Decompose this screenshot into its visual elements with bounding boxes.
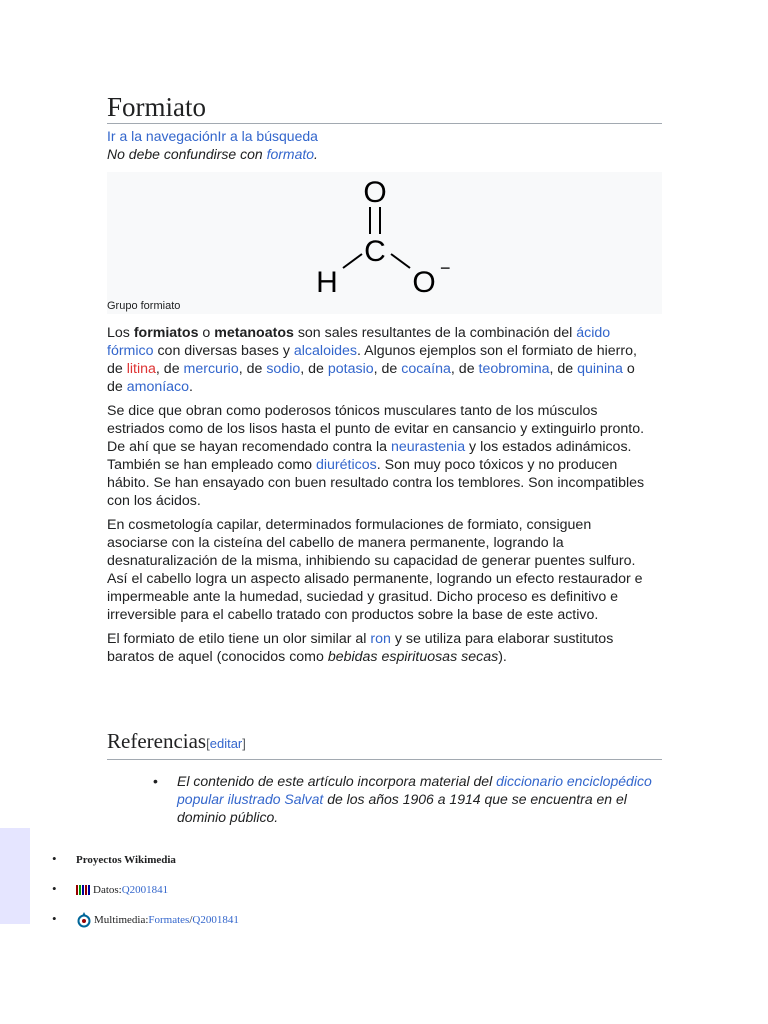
text: o de [107, 361, 635, 395]
paragraph-1 [107, 324, 652, 396]
text: son sales resultantes de la combinación del [293, 325, 577, 341]
bold-term-metanoatos: metanoatos [214, 325, 294, 341]
text: y los estados adinámicos. También se han empleado como [107, 439, 632, 473]
atom-oxygen-top: O [363, 176, 387, 209]
hatnote [107, 146, 318, 162]
edit-bracket-open: [ [206, 736, 210, 751]
text: de los años 1906 a 1914 que se encuentra en el dominio público. [177, 791, 627, 825]
text: El contenido de este artículo incorpora material del [177, 773, 497, 789]
italic-term: bebidas espirituosas secas [327, 649, 499, 665]
text: , de [549, 361, 578, 377]
text: con diversas bases y [153, 343, 294, 359]
text: ). [498, 649, 507, 665]
atom-carbon: C [364, 235, 386, 268]
commons-label: • Multimedia: [94, 914, 149, 926]
text: o [198, 325, 215, 341]
text: El formiato de etilo tiene un olor similar al [107, 631, 371, 647]
link-teobromina[interactable]: teobromina [478, 361, 550, 377]
hatnote-link[interactable]: formato [266, 146, 315, 162]
wikidata-item [50, 875, 239, 905]
reference-item [177, 772, 657, 826]
text: . Algunos ejemplos son el formiato de hierro, de [107, 343, 637, 377]
jump-links [107, 128, 318, 144]
text: Se dice que obran como poderosos tónicos musculares tanto de los músculos estriados como de los lisos hasta el punto de evitar en cansancio y extinguirlo pronto. De ahí que se hayan recomendado contra la [107, 403, 645, 455]
wikidata-icon [76, 885, 90, 895]
text: . [189, 379, 193, 395]
hatnote-suffix: . [314, 146, 318, 162]
references-heading [107, 728, 662, 760]
link-amoniaco[interactable]: amoníaco [126, 379, 190, 395]
sidebar-tab [0, 828, 30, 924]
bond-c-o [391, 254, 410, 268]
link-diureticos[interactable]: diuréticos [316, 457, 377, 473]
hatnote-text: No debe confundirse con [107, 146, 267, 162]
paragraph-4 [107, 630, 652, 666]
bond-c-h [343, 254, 362, 268]
paragraph-3 [107, 516, 652, 624]
references-heading-text: Referencias [107, 729, 207, 753]
text: Los [107, 325, 134, 341]
text: , de [450, 361, 479, 377]
jump-to-search-link[interactable]: Ir a la búsqueda [217, 128, 318, 144]
text: , de [300, 361, 328, 377]
link-acido-formico[interactable]: ácido fórmico [107, 325, 611, 359]
edit-section [206, 736, 246, 751]
link-quinina[interactable]: quinina [577, 361, 623, 377]
text: , de [238, 361, 267, 377]
atom-oxygen-right: O [412, 266, 436, 296]
edit-bracket-close: ] [242, 736, 246, 751]
redlink-litina[interactable]: litina [126, 361, 156, 377]
commons-category-link[interactable]: Formates [148, 914, 190, 926]
text: y se utiliza para elaborar sustitutos baratos de aquel (conocidos como [107, 631, 614, 665]
commons-q-link[interactable]: Q2001841 [192, 914, 239, 926]
link-cocaina[interactable]: cocaína [401, 361, 451, 377]
article-body [107, 324, 652, 672]
jump-to-navigation-link[interactable]: Ir a la navegación [107, 128, 218, 144]
link-sodio[interactable]: sodio [266, 361, 301, 377]
link-mercurio[interactable]: mercurio [183, 361, 239, 377]
bold-term-formiatos: formiatos [133, 325, 199, 341]
figure-caption: Grupo formiato [107, 300, 181, 312]
edit-section-link[interactable]: editar [209, 736, 243, 751]
link-neurastenia[interactable]: neurastenia [390, 439, 466, 455]
text: , de [155, 361, 184, 377]
link-alcaloides[interactable]: alcaloides [293, 343, 357, 359]
text: En cosmetología capilar, determinados formulaciones de formiato, consiguen asociarse con la cisteína del cabello de manera permanente, logrando la desnaturalización de la misma, inhibiendo su capacidad de generar puentes sulfuro. Así el cabello logra un aspecto alisado permanente, logrando un efecto restaurador e impermeable ante la humedad, suciedad y grasitud. Dicho proceso es definitivo e irreversible para el cabello tratado con productos sobre la base de este activo. [107, 517, 643, 623]
link-ron[interactable]: ron [370, 631, 391, 647]
commons-item [50, 905, 239, 935]
wikidata-label: • Datos: [93, 884, 122, 896]
wikidata-link[interactable]: Q2001841 [121, 884, 169, 896]
commons-icon [76, 912, 92, 928]
link-diccionario-salvat[interactable]: diccionario enciclopédico popular ilustrado Salvat [177, 773, 652, 807]
references-list [107, 772, 657, 826]
projects-heading: • Proyectos Wikimedia [76, 854, 176, 866]
paragraph-2 [107, 402, 652, 510]
negative-charge: − [440, 258, 451, 278]
projects-heading-item [50, 845, 239, 875]
text: . Son muy poco tóxicos y no producen hábito. Se han ensayado con buen resultado contra los temblores. Son incompatibles con los ácidos. [107, 457, 645, 509]
formate-figure [107, 172, 662, 314]
atom-hydrogen: H [316, 266, 338, 296]
link-potasio[interactable]: potasio [327, 361, 374, 377]
page-title: Formiato [107, 92, 662, 124]
text: , de [373, 361, 402, 377]
wikimedia-projects-list [50, 845, 239, 935]
commons-separator: / [189, 914, 193, 926]
formate-structure-diagram[interactable] [307, 174, 467, 296]
